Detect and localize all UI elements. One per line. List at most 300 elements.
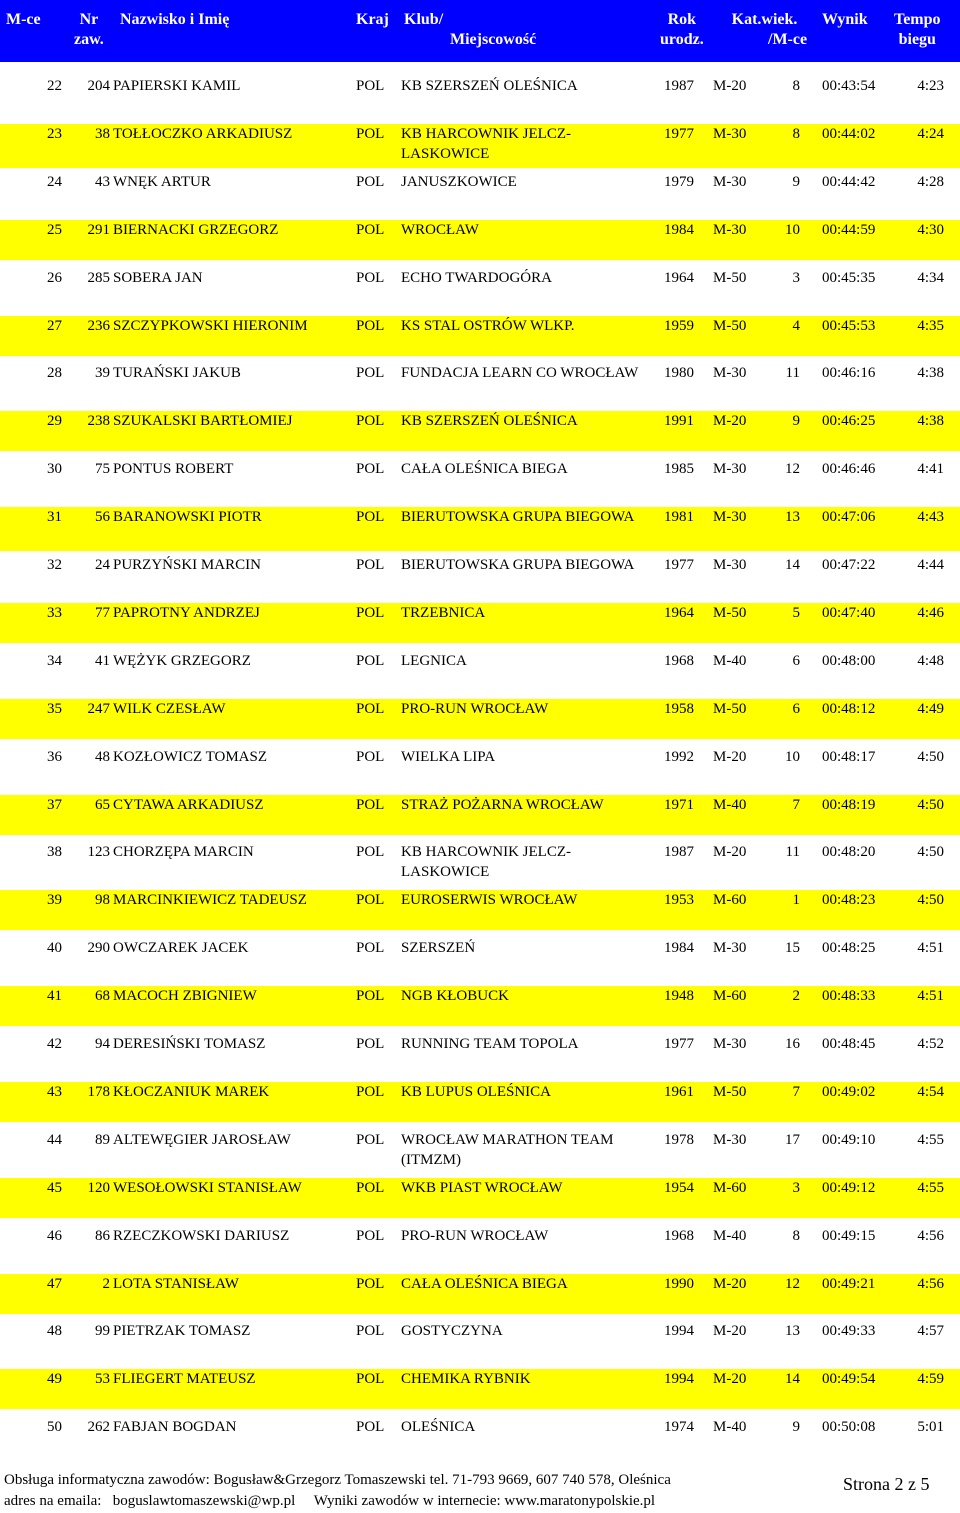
cell-result-time: 00:47:40 — [822, 604, 876, 621]
cell-birth-year: 1994 — [664, 1323, 694, 1340]
cell-category: M-40 — [713, 652, 747, 669]
cell-category-place: 8 — [792, 125, 800, 142]
cell-pace: 4:46 — [917, 604, 944, 621]
cell-pace: 4:38 — [917, 413, 944, 430]
cell-club: FUNDACJA LEARN CO WROCŁAW — [401, 365, 639, 382]
cell-start-number: 56 — [95, 509, 110, 526]
cell-country: POL — [356, 1131, 385, 1148]
cell-country: POL — [356, 1036, 385, 1052]
cell-birth-year: 1977 — [664, 125, 694, 142]
cell-country: POL — [356, 1083, 385, 1100]
table-row — [0, 1417, 960, 1461]
footer-links: adres na emaila: boguslawtomaszewski@wp.pl Wyniki zawodów w internecie: www.maratonypolskie.pl — [4, 1493, 656, 1509]
table-row — [0, 172, 960, 216]
cell-result-time: 00:49:33 — [822, 1323, 876, 1340]
cell-start-number: 94 — [95, 1036, 110, 1052]
cell-category: M-20 — [713, 1323, 747, 1340]
cell-country: POL — [356, 461, 385, 478]
table-row — [0, 363, 960, 407]
table-row — [0, 1274, 960, 1318]
cell-place: 36 — [47, 748, 62, 765]
cell-birth-year: 1977 — [664, 557, 694, 573]
table-row — [0, 555, 960, 599]
cell-place: 32 — [47, 557, 62, 573]
cell-name: TOŁŁOCZKO ARKADIUSZ — [113, 125, 293, 142]
cell-category: M-30 — [713, 940, 747, 957]
cell-start-number: 238 — [87, 413, 110, 430]
cell-name: SZUKALSKI BARTŁOMIEJ — [113, 413, 293, 430]
cell-name: BARANOWSKI PIOTR — [113, 509, 262, 526]
cell-place: 41 — [47, 988, 62, 1005]
header-nr-line1: Nr — [79, 11, 99, 28]
cell-birth-year: 1948 — [664, 988, 694, 1005]
cell-pace: 4:59 — [917, 1371, 944, 1388]
table-row — [0, 795, 960, 839]
cell-place: 29 — [47, 413, 62, 430]
cell-result-time: 00:45:35 — [822, 269, 876, 286]
cell-result-time: 00:48:33 — [822, 988, 876, 1005]
cell-place: 22 — [47, 78, 62, 94]
cell-start-number: 89 — [95, 1131, 110, 1148]
cell-name: BIERNACKI GRZEGORZ — [113, 221, 279, 238]
header-country: Kraj — [356, 11, 389, 28]
cell-name: KOZŁOWICZ TOMASZ — [113, 748, 268, 765]
cell-country: POL — [356, 1419, 385, 1436]
cell-start-number: 236 — [87, 317, 110, 334]
cell-start-number: 204 — [87, 78, 110, 94]
page-number: Strona 2 z 5 — [843, 1474, 930, 1494]
cell-name: MACOCH ZBIGNIEW — [113, 988, 257, 1005]
table-row — [0, 1130, 960, 1174]
cell-category-place: 4 — [792, 317, 800, 334]
cell-birth-year: 1984 — [664, 940, 694, 957]
cell-category: M-40 — [713, 796, 747, 813]
cell-name: CHORZĘPA MARCIN — [113, 844, 254, 861]
cell-pace: 4:55 — [917, 1131, 944, 1148]
cell-country: POL — [356, 940, 385, 957]
cell-category: M-30 — [713, 509, 747, 526]
cell-category: M-50 — [713, 269, 747, 286]
cell-birth-year: 1961 — [664, 1083, 694, 1100]
table-row — [0, 459, 960, 503]
cell-start-number: 75 — [95, 461, 110, 478]
cell-pace: 4:56 — [917, 1275, 944, 1292]
cell-category: M-20 — [713, 413, 747, 430]
cell-club: ECHO TWARDOGÓRA — [401, 269, 552, 286]
cell-name: SOBERA JAN — [113, 269, 203, 286]
cell-country: POL — [356, 1371, 385, 1388]
cell-place: 46 — [47, 1227, 62, 1244]
cell-name: PURZYŃSKI MARCIN — [113, 557, 261, 573]
table-row — [0, 1178, 960, 1222]
table-row — [0, 603, 960, 647]
cell-result-time: 00:48:23 — [822, 892, 876, 909]
cell-country: POL — [356, 125, 385, 142]
cell-pace: 4:54 — [917, 1083, 944, 1100]
header-place: M-ce — [6, 11, 41, 28]
cell-name: TURAŃSKI JAKUB — [113, 365, 241, 382]
cell-place: 48 — [47, 1323, 62, 1340]
cell-category: M-50 — [713, 317, 747, 334]
cell-place: 50 — [47, 1419, 62, 1436]
cell-result-time: 00:46:46 — [822, 461, 876, 478]
cell-category-place: 14 — [785, 1371, 800, 1388]
cell-pace: 4:51 — [917, 940, 944, 957]
header-club-line2: Miejscowość — [450, 31, 537, 48]
cell-pace: 4:56 — [917, 1227, 944, 1244]
cell-result-time: 00:49:02 — [822, 1083, 876, 1100]
cell-category-place: 2 — [792, 988, 800, 1005]
cell-place: 42 — [47, 1036, 62, 1052]
table-row — [0, 938, 960, 982]
cell-start-number: 86 — [95, 1227, 110, 1244]
cell-club: TRZEBNICA — [401, 604, 486, 621]
table-row — [0, 651, 960, 695]
table-row — [0, 890, 960, 934]
cell-club: CAŁA OLEŚNICA BIEGA — [401, 1275, 568, 1292]
cell-category-place: 1 — [792, 892, 800, 909]
cell-result-time: 00:45:53 — [822, 317, 876, 334]
cell-pace: 4:43 — [917, 509, 944, 526]
cell-start-number: 262 — [87, 1419, 110, 1436]
cell-name: KŁOCZANIUK MAREK — [113, 1083, 270, 1100]
cell-result-time: 00:49:12 — [822, 1179, 876, 1196]
cell-category-place: 17 — [785, 1131, 800, 1148]
cell-name: RZECZKOWSKI DARIUSZ — [113, 1227, 290, 1244]
cell-result-time: 00:50:08 — [822, 1419, 876, 1436]
cell-country: POL — [356, 604, 385, 621]
cell-result-time: 00:49:10 — [822, 1131, 876, 1148]
cell-place: 27 — [47, 317, 62, 334]
cell-category: M-30 — [713, 1131, 747, 1148]
cell-country: POL — [356, 748, 385, 765]
cell-country: POL — [356, 78, 385, 94]
cell-pace: 4:24 — [917, 125, 944, 142]
cell-category: M-30 — [713, 125, 747, 142]
cell-birth-year: 1958 — [664, 700, 694, 717]
cell-country: POL — [356, 700, 385, 717]
cell-place: 49 — [47, 1371, 62, 1388]
cell-category: M-20 — [713, 78, 747, 94]
cell-category-place: 12 — [785, 461, 800, 478]
cell-category: M-30 — [713, 461, 747, 478]
cell-name: WILK CZESŁAW — [113, 700, 226, 717]
table-row — [0, 1034, 960, 1078]
cell-pace: 4:41 — [917, 461, 944, 478]
cell-result-time: 00:49:15 — [822, 1227, 876, 1244]
cell-club: BIERUTOWSKA GRUPA BIEGOWA — [401, 557, 635, 573]
cell-country: POL — [356, 365, 385, 382]
header-year-line1: Rok — [667, 11, 697, 28]
header-club-line1: Klub/ — [404, 11, 444, 28]
header-tempo-line2: biegu — [898, 31, 936, 48]
cell-name: FABJAN BOGDAN — [113, 1419, 237, 1436]
cell-birth-year: 1981 — [664, 509, 694, 526]
table-row — [0, 124, 960, 168]
cell-birth-year: 1968 — [664, 652, 694, 669]
cell-start-number: 41 — [95, 652, 110, 669]
cell-category-place: 11 — [785, 844, 800, 861]
table-row — [0, 411, 960, 455]
cell-result-time: 00:48:45 — [822, 1036, 876, 1052]
cell-club: KB HARCOWNIK JELCZ-LASKOWICE — [401, 125, 571, 162]
cell-name: SZCZYPKOWSKI HIERONIM — [113, 317, 308, 334]
cell-name: OWCZAREK JACEK — [113, 940, 249, 957]
cell-club: KB LUPUS OLEŚNICA — [401, 1083, 552, 1100]
cell-birth-year: 1991 — [664, 413, 694, 430]
table-row — [0, 986, 960, 1030]
cell-category: M-60 — [713, 988, 747, 1005]
cell-pace: 5:01 — [917, 1419, 944, 1436]
cell-country: POL — [356, 557, 385, 573]
cell-category-place: 6 — [792, 700, 800, 717]
cell-club: CHEMIKA RYBNIK — [401, 1371, 531, 1388]
cell-category-place: 14 — [785, 557, 800, 573]
cell-club: STRAŻ POŻARNA WROCŁAW — [401, 796, 604, 813]
cell-category-place: 15 — [785, 940, 800, 957]
table-row — [0, 316, 960, 360]
cell-category-place: 12 — [785, 1275, 800, 1292]
cell-birth-year: 1979 — [664, 173, 694, 190]
cell-club: BIERUTOWSKA GRUPA BIEGOWA — [401, 509, 635, 526]
cell-birth-year: 1964 — [664, 269, 694, 286]
cell-birth-year: 1953 — [664, 892, 694, 909]
cell-birth-year: 1978 — [664, 1131, 694, 1148]
cell-place: 28 — [47, 365, 62, 382]
table-row — [0, 1369, 960, 1413]
cell-club: WROCŁAW MARATHON TEAM (ITMZM) — [401, 1131, 614, 1168]
cell-country: POL — [356, 173, 385, 190]
header-name: Nazwisko i Imię — [120, 11, 230, 28]
cell-result-time: 00:44:59 — [822, 221, 876, 238]
cell-country: POL — [356, 1179, 385, 1196]
cell-category: M-30 — [713, 557, 747, 573]
cell-birth-year: 1984 — [664, 221, 694, 238]
table-row — [0, 507, 960, 551]
cell-country: POL — [356, 413, 385, 430]
cell-result-time: 00:44:42 — [822, 173, 876, 190]
cell-start-number: 53 — [95, 1371, 110, 1388]
cell-pace: 4:51 — [917, 988, 944, 1005]
cell-start-number: 48 — [95, 748, 110, 765]
cell-result-time: 00:43:54 — [822, 78, 876, 94]
cell-pace: 4:34 — [917, 269, 944, 286]
cell-club: KB HARCOWNIK JELCZ-LASKOWICE — [401, 844, 571, 881]
cell-name: PONTUS ROBERT — [113, 461, 234, 478]
cell-place: 45 — [47, 1179, 62, 1196]
table-row — [0, 699, 960, 743]
cell-birth-year: 1980 — [664, 365, 694, 382]
cell-club: NGB KŁOBUCK — [401, 988, 509, 1005]
cell-category: M-20 — [713, 748, 747, 765]
cell-start-number: 39 — [95, 365, 110, 382]
cell-category: M-20 — [713, 844, 747, 861]
footer — [4, 1470, 671, 1512]
cell-club: WIELKA LIPA — [401, 748, 496, 765]
cell-place: 26 — [47, 269, 62, 286]
cell-category: M-30 — [713, 1036, 747, 1052]
cell-category-place: 8 — [792, 78, 800, 94]
cell-start-number: 2 — [102, 1275, 110, 1292]
table-row — [0, 1321, 960, 1365]
cell-category-place: 7 — [792, 1083, 800, 1100]
cell-country: POL — [356, 796, 385, 813]
cell-birth-year: 1959 — [664, 317, 694, 334]
cell-club: KB SZERSZEŃ OLEŚNICA — [401, 413, 578, 430]
cell-name: CYTAWA ARKADIUSZ — [113, 796, 264, 813]
cell-category-place: 3 — [792, 1179, 800, 1196]
cell-place: 35 — [47, 700, 62, 717]
cell-result-time: 00:49:21 — [822, 1275, 876, 1292]
cell-start-number: 99 — [95, 1323, 110, 1340]
cell-category-place: 11 — [785, 365, 800, 382]
cell-category: M-30 — [713, 365, 747, 382]
cell-category-place: 13 — [785, 509, 800, 526]
table-row — [0, 268, 960, 312]
cell-start-number: 123 — [87, 844, 110, 861]
table-row — [0, 1226, 960, 1270]
footer-contact: Obsługa informatyczna zawodów: Bogusław&Grzegorz Tomaszewski tel. 71-793 9669, 607 740 578, Oleśnica — [4, 1472, 671, 1488]
cell-category-place: 10 — [785, 221, 800, 238]
cell-place: 34 — [47, 652, 62, 669]
cell-name: WNĘK ARTUR — [113, 173, 211, 190]
cell-category-place: 16 — [785, 1036, 800, 1052]
cell-start-number: 247 — [87, 700, 110, 717]
cell-category-place: 7 — [792, 796, 800, 813]
cell-category: M-30 — [713, 221, 747, 238]
cell-country: POL — [356, 652, 385, 669]
cell-birth-year: 1987 — [664, 78, 694, 94]
cell-name: ALTEWĘGIER JAROSŁAW — [113, 1131, 291, 1148]
cell-start-number: 120 — [87, 1179, 110, 1196]
header-year-line2: urodz. — [660, 31, 704, 48]
cell-category-place: 5 — [792, 604, 800, 621]
cell-club: KS STAL OSTRÓW WLKP. — [401, 317, 575, 334]
cell-club: JANUSZKOWICE — [401, 173, 517, 190]
cell-club: WKB PIAST WROCŁAW — [401, 1179, 563, 1196]
cell-category: M-50 — [713, 1083, 747, 1100]
cell-club: PRO-RUN WROCŁAW — [401, 700, 549, 717]
cell-pace: 4:30 — [917, 221, 944, 238]
cell-club: CAŁA OLEŚNICA BIEGA — [401, 461, 568, 478]
cell-category: M-50 — [713, 604, 747, 621]
cell-name: PAPIERSKI KAMIL — [113, 78, 241, 94]
cell-start-number: 24 — [95, 557, 110, 573]
header-nr-line2: zaw. — [74, 31, 104, 48]
cell-start-number: 98 — [95, 892, 110, 909]
cell-start-number: 68 — [95, 988, 110, 1005]
cell-category-place: 13 — [785, 1323, 800, 1340]
cell-place: 23 — [47, 125, 62, 142]
cell-result-time: 00:48:19 — [822, 796, 876, 813]
cell-club: OLEŚNICA — [401, 1419, 476, 1436]
cell-country: POL — [356, 844, 385, 861]
cell-country: POL — [356, 1227, 385, 1244]
cell-birth-year: 1977 — [664, 1036, 694, 1052]
cell-country: POL — [356, 317, 385, 334]
cell-club: PRO-RUN WROCŁAW — [401, 1227, 549, 1244]
cell-place: 40 — [47, 940, 62, 957]
cell-pace: 4:50 — [917, 892, 944, 909]
cell-name: PIETRZAK TOMASZ — [113, 1323, 251, 1340]
cell-pace: 4:48 — [917, 652, 944, 669]
cell-category: M-40 — [713, 1419, 747, 1436]
cell-name: MARCINKIEWICZ TADEUSZ — [113, 892, 307, 909]
cell-result-time: 00:48:17 — [822, 748, 876, 765]
cell-place: 47 — [47, 1275, 62, 1292]
cell-start-number: 178 — [87, 1083, 110, 1100]
cell-category-place: 10 — [785, 748, 800, 765]
table-row — [0, 76, 960, 120]
cell-pace: 4:23 — [917, 78, 944, 94]
cell-result-time: 00:46:16 — [822, 365, 876, 382]
cell-pace: 4:50 — [917, 748, 944, 765]
cell-name: LOTA STANISŁAW — [113, 1275, 239, 1292]
table-row — [0, 220, 960, 264]
cell-category: M-40 — [713, 1227, 747, 1244]
cell-club: RUNNING TEAM TOPOLA — [401, 1036, 579, 1052]
header-tempo-line1: Tempo — [894, 11, 941, 28]
cell-birth-year: 1985 — [664, 461, 694, 478]
table-row — [0, 1082, 960, 1126]
cell-birth-year: 1987 — [664, 844, 694, 861]
cell-category: M-20 — [713, 1275, 747, 1292]
cell-category: M-50 — [713, 700, 747, 717]
cell-start-number: 43 — [95, 173, 110, 190]
cell-country: POL — [356, 1275, 385, 1292]
cell-start-number: 77 — [95, 604, 110, 621]
cell-place: 24 — [47, 173, 62, 190]
cell-country: POL — [356, 221, 385, 238]
cell-category-place: 6 — [792, 652, 800, 669]
cell-name: WESOŁOWSKI STANISŁAW — [113, 1179, 302, 1196]
cell-category: M-20 — [713, 1371, 747, 1388]
table-row — [0, 842, 960, 886]
cell-pace: 4:50 — [917, 844, 944, 861]
cell-place: 43 — [47, 1083, 62, 1100]
cell-club: GOSTYCZYNA — [401, 1323, 503, 1340]
cell-birth-year: 1968 — [664, 1227, 694, 1244]
cell-pace: 4:44 — [917, 557, 944, 573]
cell-place: 33 — [47, 604, 62, 621]
cell-pace: 4:28 — [917, 173, 944, 190]
cell-result-time: 00:44:02 — [822, 125, 876, 142]
cell-birth-year: 1971 — [664, 796, 694, 813]
cell-category-place: 9 — [792, 173, 800, 190]
cell-result-time: 00:48:20 — [822, 844, 876, 861]
cell-club: WROCŁAW — [401, 221, 479, 238]
cell-country: POL — [356, 988, 385, 1005]
cell-start-number: 38 — [95, 125, 110, 142]
cell-club: SZERSZEŃ — [401, 940, 476, 957]
cell-pace: 4:55 — [917, 1179, 944, 1196]
header-cat-line2: /M-ce — [768, 31, 808, 48]
cell-pace: 4:49 — [917, 700, 944, 717]
cell-result-time: 00:47:22 — [822, 557, 876, 573]
cell-result-time: 00:48:25 — [822, 940, 876, 957]
cell-place: 39 — [47, 892, 62, 909]
cell-category: M-60 — [713, 892, 747, 909]
cell-country: POL — [356, 509, 385, 526]
cell-birth-year: 1954 — [664, 1179, 694, 1196]
cell-result-time: 00:49:54 — [822, 1371, 876, 1388]
cell-place: 38 — [47, 844, 62, 861]
cell-birth-year: 1964 — [664, 604, 694, 621]
cell-start-number: 290 — [87, 940, 110, 957]
cell-result-time: 00:46:25 — [822, 413, 876, 430]
header-cat-line1: Kat.wiek. — [731, 11, 798, 28]
cell-pace: 4:35 — [917, 317, 944, 334]
